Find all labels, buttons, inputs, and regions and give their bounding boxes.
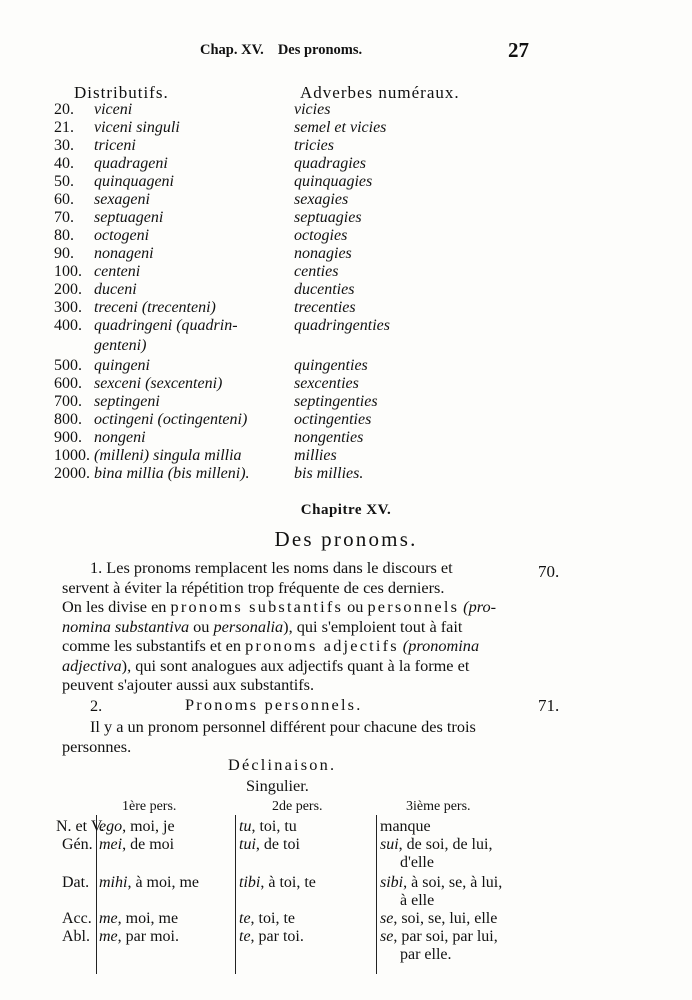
paragraph-line: Il y a un pronom personnel différent pour chacune des trois (90, 717, 476, 736)
row-adverb: septuagies (294, 209, 362, 226)
running-header (200, 42, 362, 59)
numeral-row (0, 101, 692, 119)
row-distributive: octingeni (octingenteni) (94, 411, 248, 428)
row-continuation: genteni) (94, 337, 147, 354)
column-header: 1ère pers. (122, 799, 177, 814)
column-rule (376, 815, 377, 974)
row-adverb: trecenties (294, 299, 356, 316)
margin-reference: 70. (538, 562, 560, 581)
row-number: 700. (54, 393, 82, 410)
first-person-form: mei, de moi (99, 836, 175, 853)
row-adverb: octogies (294, 227, 348, 244)
header-chapter: Chap. XV. (200, 42, 264, 58)
first-person-form: me, moi, me (99, 910, 179, 927)
numeral-row (0, 447, 692, 465)
case-label: Abl. (62, 928, 90, 945)
row-distributive: treceni (trecenteni) (94, 299, 216, 316)
numeral-row (0, 155, 692, 173)
paragraph-line: nomina substantiva ou personalia), qui s'emploient tout à fait (62, 616, 463, 636)
paragraph-line: personnes. (62, 737, 132, 756)
row-adverb: octingenties (294, 411, 372, 428)
row-number: 80. (54, 227, 74, 244)
row-number: 800. (54, 411, 82, 428)
row-adverb: nongenties (294, 429, 364, 446)
column-heading-adverbs: Adverbes numéraux. (300, 83, 460, 102)
row-distributive: quingeni (94, 357, 150, 374)
third-person-continuation: par elle. (400, 946, 452, 963)
row-adverb: sexagies (294, 191, 349, 208)
row-adverb: tricies (294, 137, 334, 154)
third-person-form: manque (380, 818, 431, 835)
third-person-form: se, soi, se, lui, elle (380, 910, 498, 927)
subsection-title: Pronoms personnels. (185, 695, 363, 714)
paragraph-line: servent à éviter la répétition trop fréquente de ces derniers. (62, 577, 445, 597)
row-adverb: millies (294, 447, 337, 464)
column-rule (235, 815, 236, 974)
numeral-row (0, 465, 692, 483)
case-label: Acc. (62, 910, 92, 927)
row-number: 400. (54, 317, 82, 334)
row-distributive: quinquageni (94, 173, 174, 190)
row-number: 30. (54, 137, 74, 154)
paragraph-number: 1. (90, 558, 103, 577)
second-person-form: tui, de toi (239, 836, 300, 853)
column-header: 2de pers. (272, 799, 323, 814)
row-number: 21. (54, 119, 74, 136)
row-number: 60. (54, 191, 74, 208)
numeral-row (0, 191, 692, 209)
numeral-row (0, 137, 692, 155)
paragraph-1 (62, 558, 532, 695)
second-person-form: tibi, à toi, te (239, 874, 316, 891)
third-person-form: se, par soi, par lui, (380, 928, 498, 945)
row-adverb: ducenties (294, 281, 355, 298)
second-person-form: te, toi, te (239, 910, 295, 927)
column-header: 3ième pers. (406, 799, 471, 814)
numeral-row (0, 375, 692, 393)
row-adverb: bis millies. (294, 465, 364, 482)
chapter-heading: Chapitre XV. (300, 502, 392, 518)
numeral-row (0, 263, 692, 281)
row-number: 300. (54, 299, 82, 316)
row-distributive: septingeni (94, 393, 160, 410)
header-title: Des pronoms. (277, 42, 363, 58)
paragraph-line: On les divise en pronoms substantifs ou personnels (pro- (62, 597, 497, 616)
numeral-row (0, 227, 692, 245)
row-distributive: quadringeni (quadrin- (94, 317, 238, 334)
row-distributive: septuageni (94, 209, 164, 226)
row-number: 1000. (54, 447, 90, 464)
row-adverb: quinquagies (294, 173, 373, 190)
row-adverb: vicies (294, 101, 331, 118)
paragraph-number: 2. (90, 696, 103, 715)
row-adverb: quingenties (294, 357, 368, 374)
case-label: Gén. (62, 836, 93, 853)
row-number: 600. (54, 375, 82, 392)
first-person-form: ego, moi, je (99, 818, 175, 835)
row-number: 20. (54, 101, 74, 118)
row-number: 70. (54, 209, 74, 226)
numeral-row (0, 357, 692, 375)
row-distributive: nonageni (94, 245, 154, 262)
row-adverb: quadragies (294, 155, 366, 172)
second-person-form: tu, toi, tu (239, 818, 297, 835)
case-label: Dat. (62, 874, 90, 891)
row-adverb: nonagies (294, 245, 352, 262)
paragraph-line: peuvent s'ajouter aussi aux substantifs. (62, 675, 315, 694)
case-label: N. et V. (56, 818, 105, 835)
declension-title: Déclinaison. (228, 755, 337, 774)
margin-reference: 71. (538, 696, 560, 715)
numeral-row (0, 411, 692, 429)
row-distributive: sexceni (sexcenteni) (94, 375, 223, 392)
row-distributive: (milleni) singula millia (94, 447, 242, 464)
row-distributive: centeni (94, 263, 141, 280)
section-title: Des pronoms. (274, 527, 418, 551)
row-distributive: bina millia (bis milleni). (94, 465, 250, 482)
second-person-form: te, par toi. (239, 928, 304, 945)
page-number: 27 (508, 38, 529, 62)
paragraph-line: Les pronoms remplacent les noms dans le discours et (106, 558, 453, 577)
numeral-row (0, 393, 692, 411)
row-distributive: sexageni (94, 191, 150, 208)
numeral-row (0, 281, 692, 299)
paragraph-line: comme les substantifs et en pronoms adjectifs (pronomina (62, 636, 480, 655)
row-distributive: duceni (94, 281, 137, 298)
third-person-continuation: d'elle (400, 854, 434, 871)
row-adverb: septingenties (294, 393, 378, 410)
third-person-continuation: à elle (400, 892, 435, 909)
row-number: 2000. (54, 465, 90, 482)
numeral-row (0, 245, 692, 263)
row-number: 40. (54, 155, 74, 172)
first-person-form: me, par moi. (99, 928, 179, 945)
row-number: 50. (54, 173, 74, 190)
numeral-row (0, 429, 692, 447)
row-distributive: viceni singuli (94, 119, 180, 136)
numeral-row (0, 173, 692, 191)
numeral-row (0, 299, 692, 317)
third-person-form: sibi, à soi, se, à lui, (380, 874, 503, 891)
number-heading: Singulier. (246, 776, 309, 795)
row-number: 200. (54, 281, 82, 298)
row-number: 90. (54, 245, 74, 262)
column-heading-distributive: Distributifs. (74, 83, 169, 102)
row-number: 900. (54, 429, 82, 446)
row-adverb: semel et vicies (294, 119, 387, 136)
first-person-form: mihi, à moi, me (99, 874, 199, 891)
row-number: 500. (54, 357, 82, 374)
row-adverb: centies (294, 263, 339, 280)
declension-table (56, 799, 542, 974)
row-distributive: viceni (94, 101, 133, 118)
numeral-row (0, 317, 692, 335)
row-distributive: triceni (94, 137, 136, 154)
row-distributive: nongeni (94, 429, 146, 446)
row-distributive: quadrageni (94, 155, 168, 172)
paragraph-line: adjectiva), qui sont analogues aux adjectifs quant à la forme et (62, 655, 470, 675)
row-adverb: quadringenties (294, 317, 390, 334)
row-number: 100. (54, 263, 82, 280)
column-rule (96, 815, 97, 974)
third-person-form: sui, de soi, de lui, (380, 836, 493, 853)
numeral-row (0, 209, 692, 227)
numeral-row (0, 119, 692, 137)
row-adverb: sexcenties (294, 375, 359, 392)
row-distributive: octogeni (94, 227, 150, 244)
